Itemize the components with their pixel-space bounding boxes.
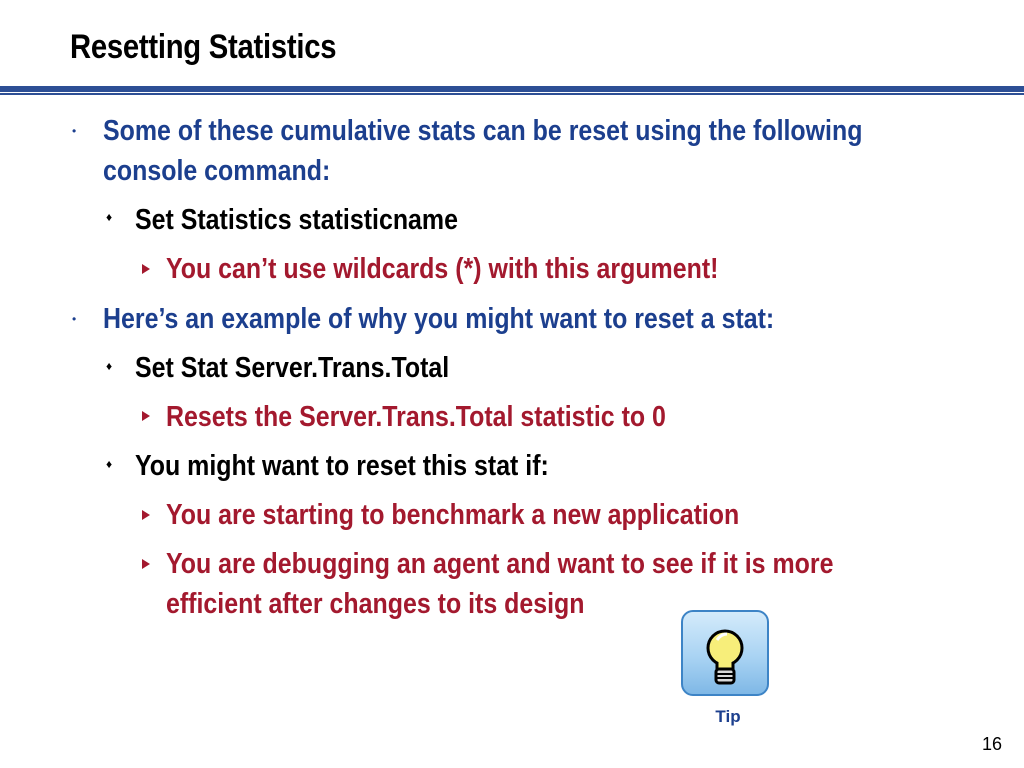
note-wildcards: You can’t use wildcards (*) with this argument! xyxy=(166,253,719,285)
triangle-bullet-icon xyxy=(142,510,150,520)
tip-badge xyxy=(681,610,769,696)
sub-bullet-set-statistics: Set Statistics statisticname xyxy=(135,204,458,236)
page-number: 16 xyxy=(981,734,1002,754)
bullet-1-line-2: console command: xyxy=(103,155,331,187)
bullet-dot-icon: • xyxy=(72,312,77,326)
slide-title: Resetting Statistics xyxy=(70,28,337,66)
diamond-bullet-icon: ♦ xyxy=(106,359,113,373)
triangle-bullet-icon xyxy=(142,411,150,421)
note-debugging-line-2: efficient after changes to its design xyxy=(166,588,585,620)
note-benchmark: You are starting to benchmark a new application xyxy=(166,499,740,531)
diamond-bullet-icon: ♦ xyxy=(106,457,113,471)
bullet-dot-icon: • xyxy=(72,124,77,138)
lightbulb-icon xyxy=(683,612,767,694)
sub-bullet-reset-if: You might want to reset this stat if: xyxy=(135,450,549,482)
triangle-bullet-icon xyxy=(142,559,150,569)
bullet-2: Here’s an example of why you might want to reset a stat: xyxy=(103,303,775,335)
note-resets-total: Resets the Server.Trans.Total statistic to 0 xyxy=(166,401,666,433)
sub-bullet-set-stat: Set Stat Server.Trans.Total xyxy=(135,352,450,384)
diamond-bullet-icon: ♦ xyxy=(106,210,113,224)
triangle-bullet-icon xyxy=(142,264,150,274)
note-debugging-line-1: You are debugging an agent and want to see if it is more xyxy=(166,548,834,580)
bullet-1-line-1: Some of these cumulative stats can be reset using the following xyxy=(103,115,863,147)
tip-label: Tip xyxy=(715,707,741,726)
